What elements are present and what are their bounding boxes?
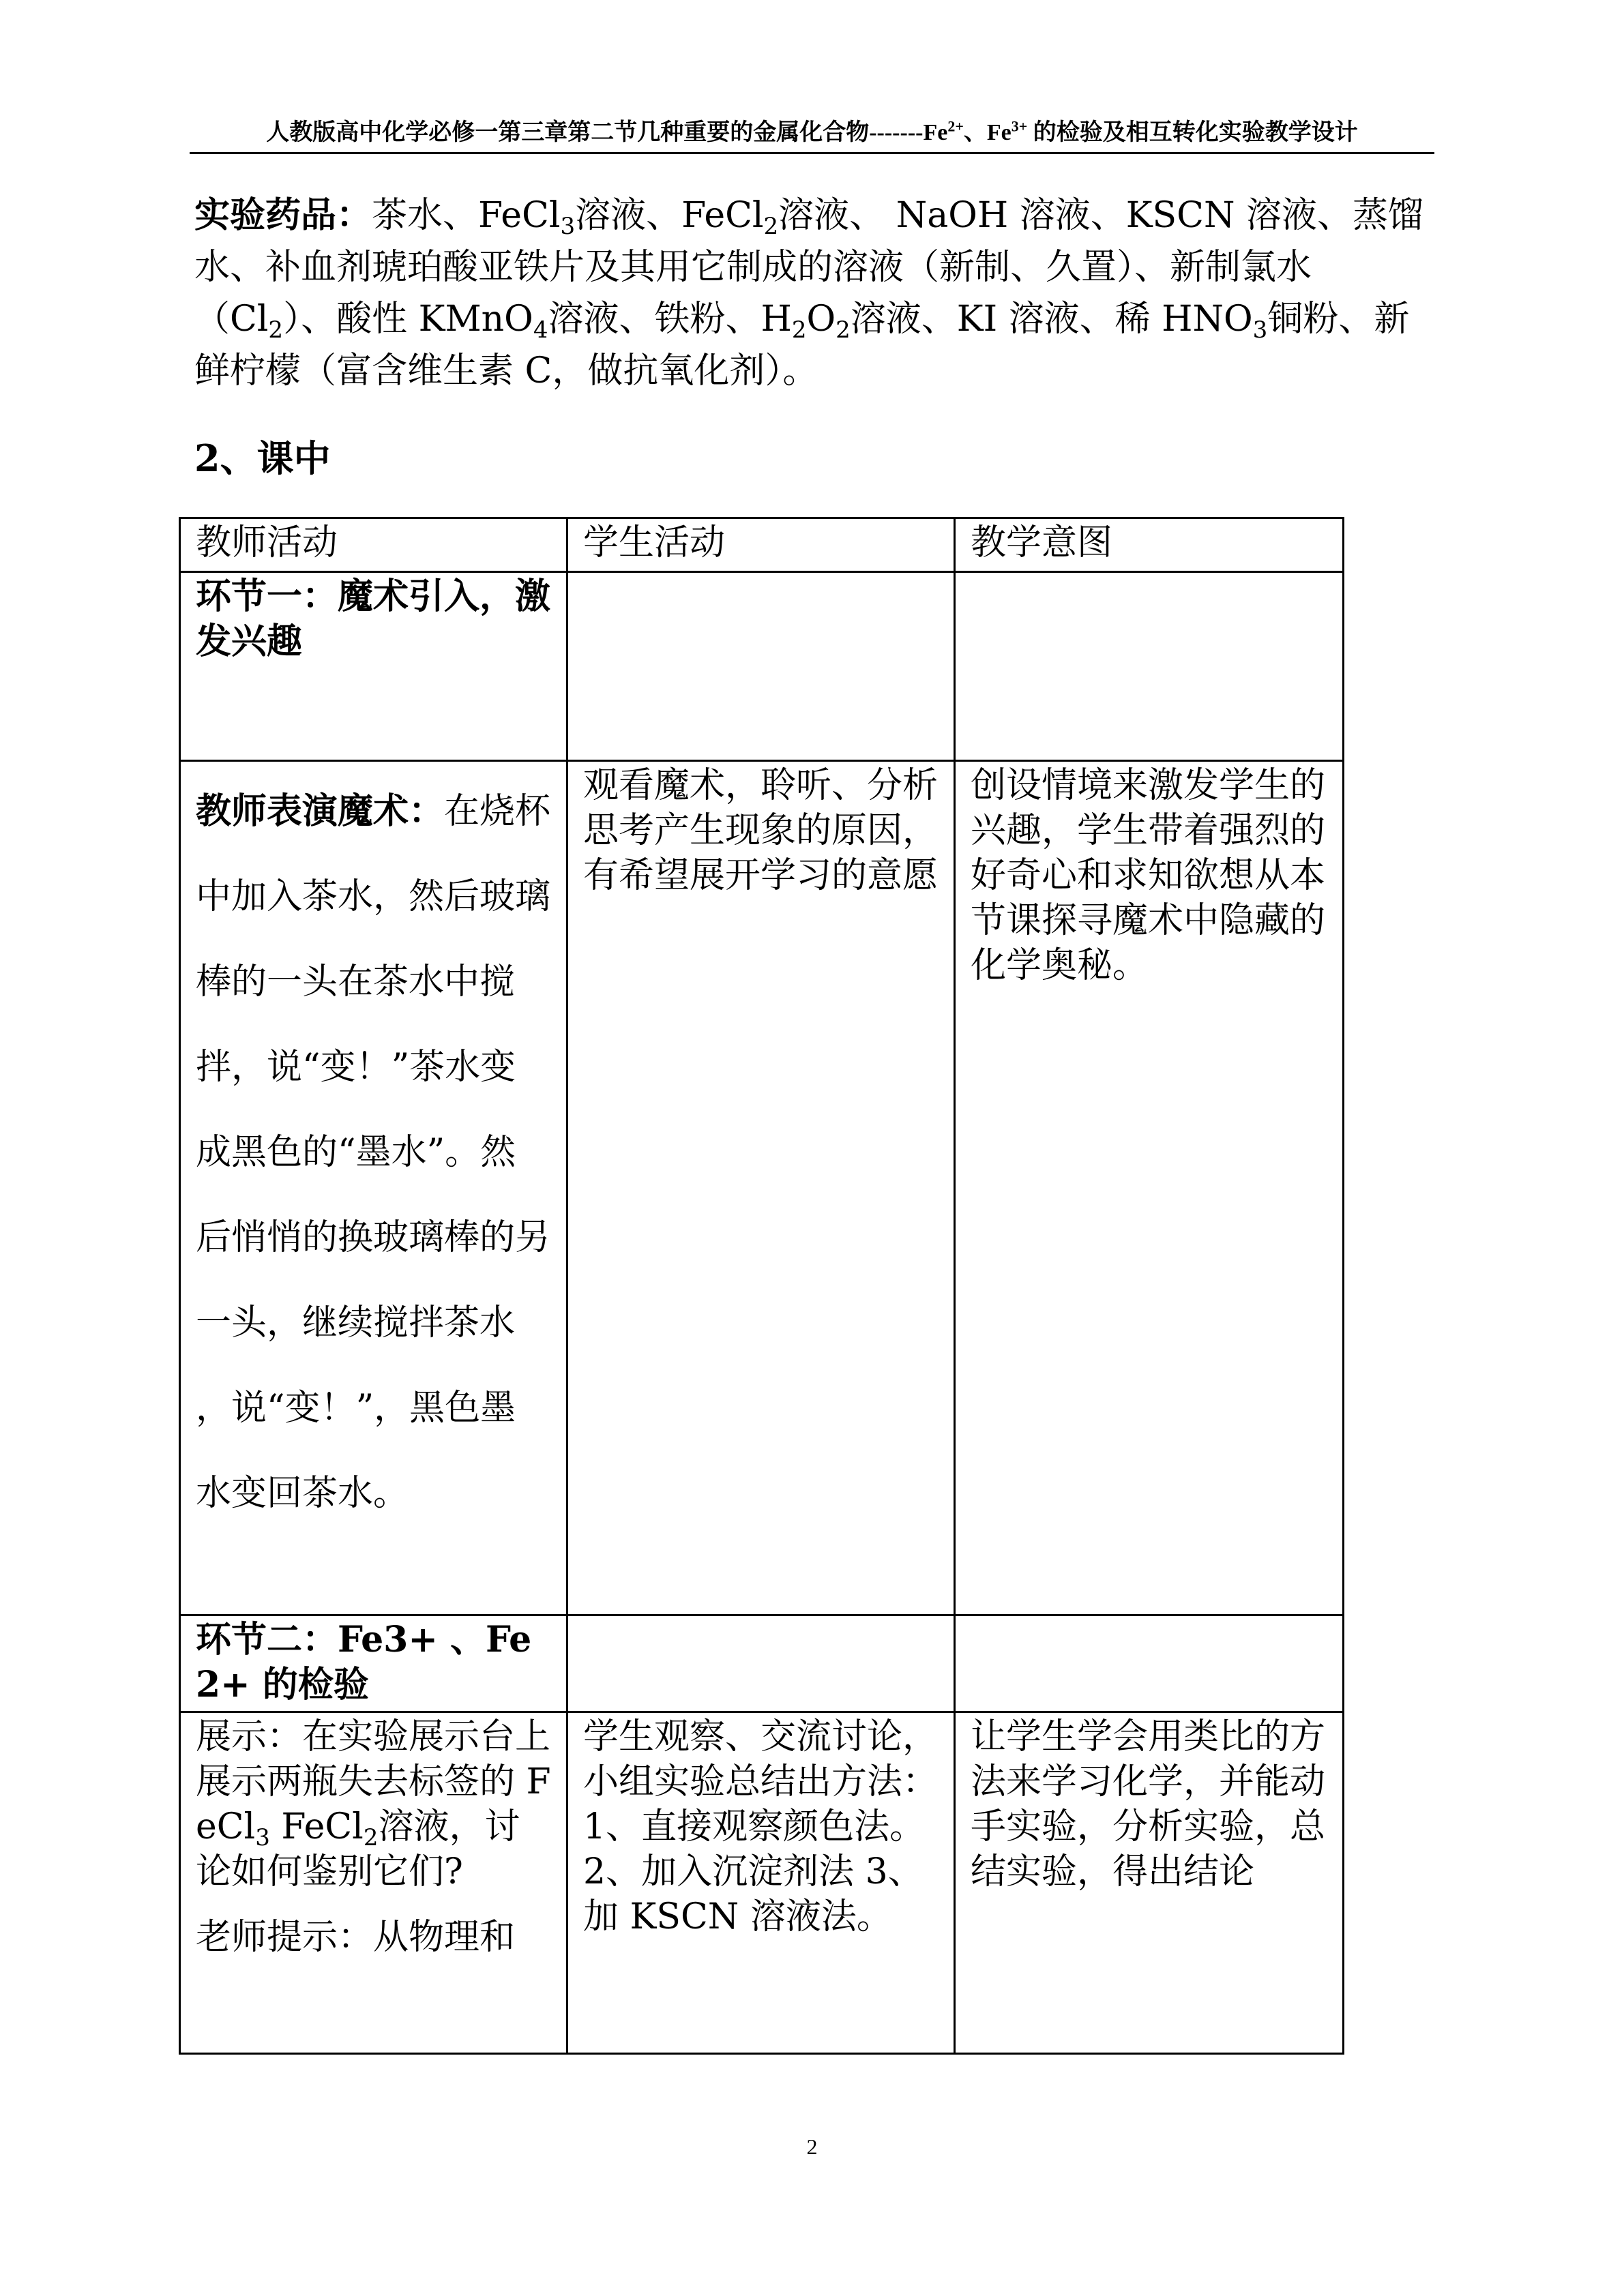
subscript: 3	[255, 1824, 270, 1851]
table-row	[180, 572, 1344, 761]
header-text: 、Fe	[963, 120, 1012, 145]
lesson-table	[179, 517, 1344, 2055]
show-text: 溶液，讨论如何鉴别它们?	[196, 1806, 520, 1892]
magic-label: 教师表演魔术：	[196, 790, 445, 832]
subscript: 2	[836, 316, 851, 344]
empty-cell	[955, 572, 1344, 761]
reagents-text: 溶液、FeCl	[575, 195, 764, 236]
subscript: 2	[363, 1824, 379, 1851]
reagents-text: ）、酸性 KMnO	[283, 299, 533, 340]
teacher-magic-cell	[180, 761, 567, 1615]
header-teacher: 教师活动	[180, 518, 567, 572]
subscript: 3	[560, 213, 576, 240]
stage1-title: 环节一：魔术引入，激发兴趣	[180, 572, 567, 761]
reagents-text: 溶液、铁粉、H	[548, 299, 792, 340]
header-intent: 教学意图	[955, 518, 1344, 572]
header-sup: 2+	[947, 117, 964, 135]
empty-cell	[567, 1615, 955, 1712]
page-header	[190, 113, 1434, 154]
subscript: 2	[791, 316, 807, 344]
intent-magic-cell: 创设情境来激发学生的兴趣，学生带着强烈的好奇心和求知欲想从本节课探寻魔术中隐藏的化学奥秘。	[955, 761, 1344, 1615]
reagents-paragraph	[194, 190, 1436, 397]
empty-cell	[955, 1615, 1344, 1712]
intent-show-cell: 让学生学会用类比的方法来学习化学，并能动手实验，分析实验，总结实验，得出结论	[955, 1712, 1344, 2054]
table-header-row	[180, 518, 1344, 572]
table-row	[180, 1615, 1344, 1712]
header-text: 的检验及相互转化实验教学设计	[1027, 120, 1358, 145]
stage2-title: 环节二：Fe3+ 、Fe2+ 的检验	[180, 1615, 567, 1712]
teacher-show-cell	[180, 1712, 567, 2054]
reagents-text: 铜粉、新鲜柠檬（富含维生素 C，做抗氧化剂）。	[194, 299, 1410, 391]
teacher-hint: 老师提示：从物理和	[196, 1917, 516, 1958]
reagents-text: 溶液、 NaOH 溶液、KSCN 溶液、蒸馏水、补血剂琥珀酸亚铁片及其用它制成的溶液（新制、久置）、新制氯水（Cl	[194, 195, 1423, 340]
table-row	[180, 761, 1344, 1615]
reagents-text: O	[806, 299, 836, 340]
section-title: 2、课中	[194, 436, 331, 480]
reagents-label: 实验药品：	[194, 194, 372, 236]
subscript: 2	[763, 213, 779, 240]
header-student: 学生活动	[567, 518, 955, 572]
subscript: 3	[1252, 316, 1268, 344]
page-number: 2	[806, 2134, 818, 2159]
magic-text: 在烧杯中加入茶水，然后玻璃棒的一头在茶水中搅拌，说“变！”茶水变成黑色的“墨水”。然后悄悄的换玻璃棒的另一头，继续搅拌茶水 ，说“变！”，黑色墨水变回茶水。	[196, 791, 551, 1514]
table-row	[180, 1712, 1344, 2054]
header-text: 人教版高中化学必修一第三章第二节几种重要的金属化合物-------Fe	[266, 120, 948, 145]
show-text: FeCl	[269, 1806, 364, 1847]
subscript: 2	[268, 316, 284, 344]
reagents-text: 茶水、FeCl	[372, 195, 561, 236]
subscript: 4	[533, 316, 548, 344]
reagents-text: 溶液、KI 溶液、稀 HNO	[850, 299, 1253, 340]
show-text: 展示：在实验展示台上展示两瓶失去标签的 FeCl	[196, 1716, 551, 1847]
student-show-cell: 学生观察、交流讨论，小组实验总结出方法：1、直接观察颜色法。2、加入沉淀剂法 3、加 KSCN 溶液法。	[567, 1712, 955, 2054]
student-magic-cell: 观看魔术，聆听、分析思考产生现象的原因，有希望展开学习的意愿	[567, 761, 955, 1615]
empty-cell	[567, 572, 955, 761]
header-sup: 3+	[1011, 117, 1028, 135]
